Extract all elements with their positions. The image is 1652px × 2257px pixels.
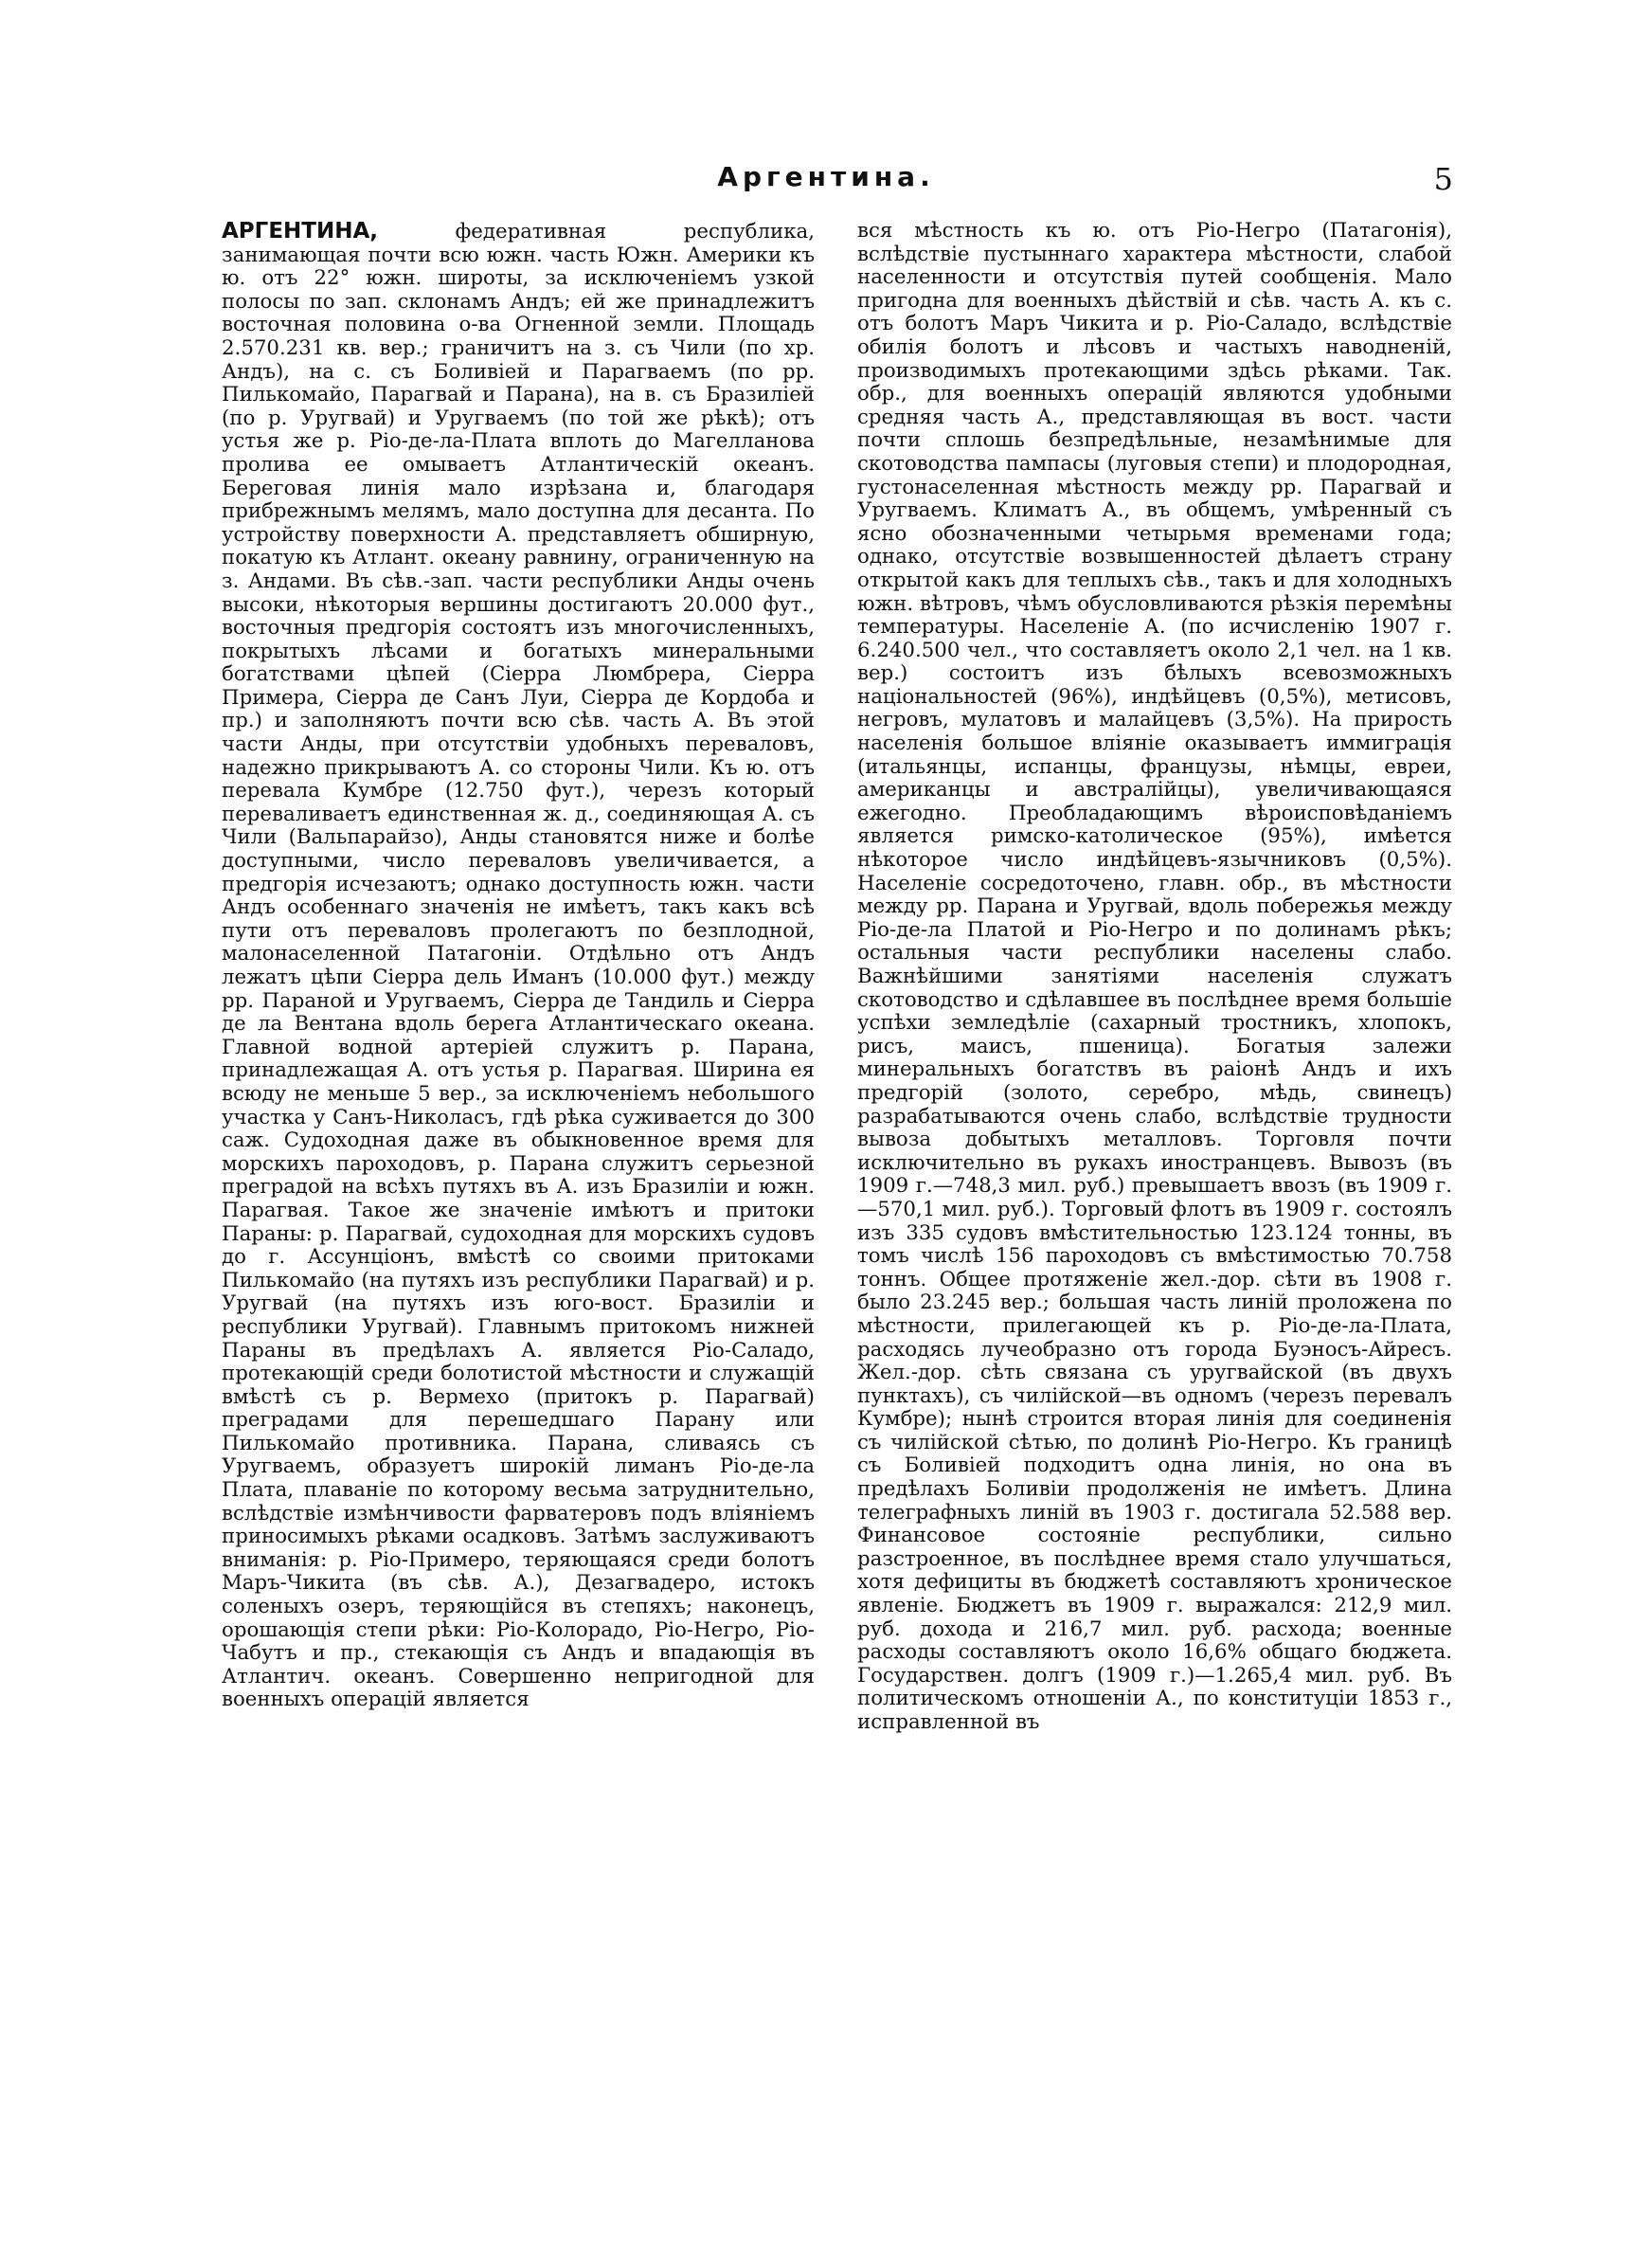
left-column [222,220,815,1712]
page-header-title: Аргентина. [717,161,935,192]
article-headword: АРГЕНТИНА, [222,219,378,244]
right-column-text: вся мѣстность къ ю. отъ Ріо-Негро (Патагонія), вслѣдствіе пустыннаго характера мѣстности, слабой населенности и отсутствія путей сообщенія. Мало пригодна для военныхъ дѣйствій и сѣв. часть А. къ с. отъ болотъ Маръ Чикита и р. Ріо-Саладо, вслѣдствіе обилія болотъ и лѣсовъ и частыхъ наводненій, производимыхъ протекающими здѣсь рѣками. Так. обр., для военныхъ операцій являются удобными средняя часть А., представляющая въ вост. части почти сплошь безпредѣльные, незамѣнимые для скотоводства пампасы (луговыя степи) и плодородная, густонаселенная мѣстность между рр. Парагвай и Уругваемъ. Климатъ А., въ общемъ, умѣренный съ ясно обозначенными четырьмя временами года; однако, отсутствіе возвышенностей дѣлаетъ страну открытой какъ для теплыхъ сѣв., такъ и для холодныхъ южн. вѣтровъ, чѣмъ обусловливаются рѣзкія перемѣны температуры. Населеніе А. (по исчисленію 1907 г. 6.240.500 чел., что составляетъ около 2,1 чел. на 1 кв. вер.) состоитъ изъ бѣлыхъ всевозможныхъ національностей (96%), индѣйцевъ (0,5%), метисовъ, негровъ, мулатовъ и малайцевъ (3,5%). На прирость населенія большое вліяніе оказываетъ иммиграція (итальянцы, испанцы, французы, нѣмцы, евреи, американцы и австралійцы), увеличивающаяся ежегодно. Преобладающимъ вѣроисповѣданіемъ является римско-католическое (95%), имѣется нѣкоторое число индѣйцевъ-язычниковъ (0,5%). Населеніе сосредоточено, главн. обр., въ мѣстности между рр. Парана и Уругвай, вдоль побережья между Ріо-де-ла Платой и Ріо-Негро и по долинамъ рѣкъ; остальныя части республики населены слабо. Важнѣйшими занятіями населенія служатъ скотоводство и сдѣлавшее въ послѣднее время большіе успѣхи земледѣліе (сахарный тростникъ, хлопокъ, рисъ, маисъ, пшеница). Богатыя залежи минеральныхъ богатствъ въ раіонѣ Андъ и ихъ предгорій (золото, серебро, мѣдь, свинецъ) разрабатываются очень слабо, вслѣдствіе трудности вывоза добытыхъ металловъ. Торговля почти исключительно въ рукахъ иностранцевъ. Вывозъ (въ 1909 г.—748,3 мил. руб.) превышаетъ ввозъ (въ 1909 г.—570,1 мил. руб.). Торговый флотъ въ 1909 г. состоялъ изъ 335 судовъ вмѣстительностью 123.124 тонны, въ томъ числѣ 156 пароходовъ съ вмѣстимостью 70.758 тоннъ. Общее протяженіе жел.-дор. сѣти въ 1908 г. было 23.245 вер.; большая часть линій проложена по мѣстности, прилегающей къ р. Ріо-де-ла-Плата, расходясь лучеобразно отъ города Буэносъ-Айресъ. Жел.-дор. сѣть связана съ уругвайской (въ двухъ пунктахъ), съ чилійской—въ одномъ (черезъ перевалъ Кумбре); нынѣ строится вторая линія для соединенія съ чилійской сѣтью, по долинѣ Ріо-Негро. Къ границѣ съ Боливіей подходитъ одна линія, но она въ предѣлахъ Боливіи продолженія не имѣетъ. Длина телеграфныхъ линій въ 1903 г. достигала 52.588 вер. Финансовое состояніе республики, сильно разстроенное, въ послѣднее время стало улучшаться, хотя дефициты въ бюджетѣ составляютъ хроническое явленіе. Бюджетъ въ 1909 г. выражался: 212,9 мил. руб. дохода и 216,7 мил. руб. расхода; военные расходы составляютъ около 16,6% общаго бюджета. Государствен. долгъ (1909 г.)—1.265,4 мил. руб. Въ политическомъ отношеніи А., по конституціи 1853 г., исправленной въ [857,219,1452,1734]
page-number: 5 [1433,161,1453,197]
left-column-text: федеративная республика, занимающая почти всю южн. часть Южн. Америки къ ю. отъ 22° южн. широты, за исключеніемъ узкой полосы по зап. склонамъ Андъ; ей же принадлежитъ восточная половина о-ва Огненной земли. Площадь 2.570.231 кв. вер.; граничитъ на з. съ Чили (по хр. Андъ), на с. съ Боливіей и Парагваемъ (по рр. Пилькомайо, Парагвай и Парана), на в. съ Бразиліей (по р. Уругвай) и Уругваемъ (по той же рѣкѣ); отъ устья же р. Ріо-де-ла-Плата вплоть до Магелланова пролива ее омываетъ Атлантическій океанъ. Береговая линія мало изрѣзана и, благодаря прибрежнымъ мелямъ, мало доступна для десанта. По устройству поверхности А. представляетъ обширную, покатую къ Атлант. океану равнину, ограниченную на з. Андами. Въ сѣв.-зап. части республики Анды очень высоки, нѣкоторыя вершины достигаютъ 20.000 фут., восточныя предгорія состоятъ изъ многочисленныхъ, покрытыхъ лѣсами и богатыхъ минеральными богатствами цѣпей (Сіерра Люмбрера, Сіерра Примера, Сіерра де Санъ Луи, Сіерра де Кордоба и пр.) и заполняютъ почти всю сѣв. часть А. Въ этой части Анды, при отсутствіи удобныхъ переваловъ, надежно прикрываютъ А. со стороны Чили. Къ ю. отъ перевала Кумбре (12.750 фут.), черезъ который переваливаетъ единственная ж. д., соединяющая А. съ Чили (Вальпарайзо), Анды становятся ниже и болѣе доступными, число переваловъ увеличивается, а предгорія исчезаютъ; однако доступность южн. части Андъ особеннаго значенія не имѣетъ, такъ какъ всѣ пути отъ переваловъ пролегаютъ по безплодной, малонаселенной Патагоніи. Отдѣльно отъ Андъ лежатъ цѣпи Сіерра дель Иманъ (10.000 фут.) между рр. Параной и Уругваемъ, Сіерра де Тандиль и Сіерра де ла Вентана вдоль берега Атлантическаго океана. Главной водной артеріей служитъ р. Парана, принадлежащая А. отъ устья р. Парагвая. Ширина ея всюду не меньше 5 вер., за исключеніемъ небольшого участка у Санъ-Николасъ, гдѣ рѣка суживается до 300 саж. Судоходная даже въ обыкновенное время для морскихъ пароходовъ, р. Парана служитъ серьезной преградой на всѣхъ путяхъ въ А. изъ Бразиліи и южн. Парагвая. Такое же значеніе имѣютъ и притоки Параны: р. Парагвай, судоходная для морскихъ судовъ до г. Ассунціонъ, вмѣстѣ со своими притоками Пилькомайо (на путяхъ изъ республики Парагвай) и р. Уругвай (на путяхъ изъ юго-вост. Бразиліи и республики Уругвай). Главнымъ притокомъ нижней Параны въ предѣлахъ А. является Ріо-Саладо, протекающій среди болотистой мѣстности и служащій вмѣстѣ съ р. Вермехо (притокъ р. Парагвай) преградами для перешедшаго Парану или Пилькомайо противника. Парана, сливаясь съ Уругваемъ, образуетъ широкій лиманъ Ріо-де-ла Плата, плаваніе по которому весьма затруднительно, вслѣдствіе измѣнчивости фарватеровъ подъ вліяніемъ приносимыхъ рѣками осадковъ. Затѣмъ заслуживаютъ вниманія: р. Ріо-Примеро, теряющаяся среди болотъ Маръ-Чикита (въ сѣв. А.), Дезагвадеро, истокъ соленыхъ озеръ, теряющійся въ степяхъ; наконецъ, орошающія степи рѣки: Ріо-Колорадо, Ріо-Негро, Ріо-Чабутъ и пр., стекающія съ Андъ и впадающія въ Атлантич. океанъ. Совершенно непригодной для военныхъ операцій является [222,220,815,1712]
left-column-paragraph [222,220,815,1712]
right-column [857,220,1452,1735]
